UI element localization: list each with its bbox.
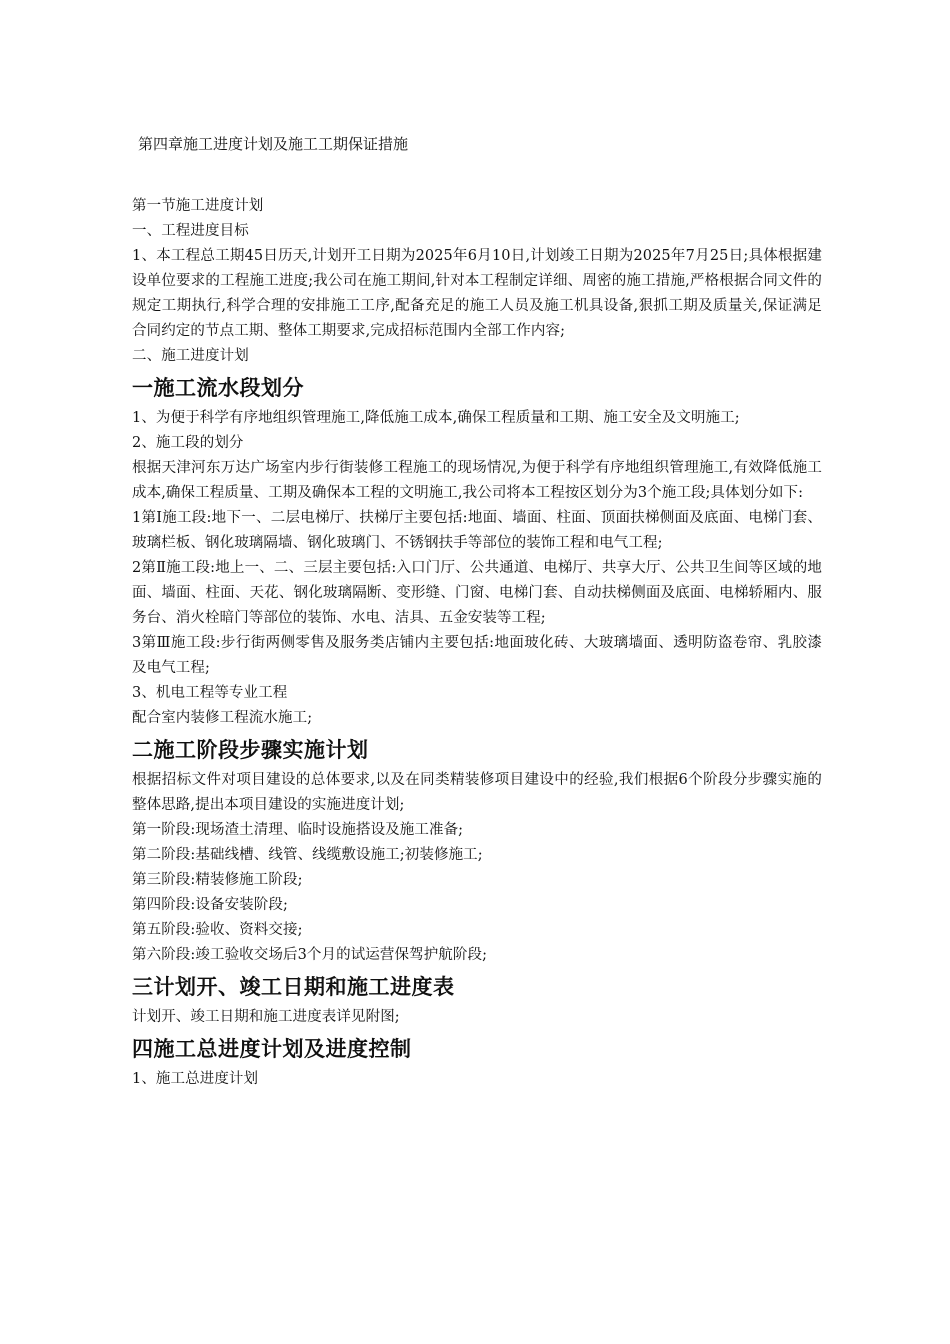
heading-part4: 四施工总进度计划及进度控制	[132, 1037, 412, 1061]
stage-3-paragraph: 3第Ⅲ施工段:步行街两侧零售及服务类店铺内主要包括:地面玻化砖、大玻璃墙面、透明防盗卷帘、乳胶漆及电气工程;	[132, 635, 822, 676]
phase-item: 第四阶段:设备安装阶段;	[132, 897, 288, 913]
document-body	[132, 194, 822, 1092]
paragraph: 1、为便于科学有序地组织管理施工,降低施工成本,确保工程质量和工期、施工安全及文明施工;	[132, 410, 740, 426]
paragraph: 2、施工段的划分	[132, 435, 244, 451]
stage-1-paragraph: 1第Ⅰ施工段:地下一、二层电梯厅、扶梯厅主要包括:地面、墙面、柱面、顶面扶梯侧面及底面、电梯门套、玻璃栏板、钢化玻璃隔墙、钢化玻璃门、不锈钢扶手等部位的装饰工程和电气工程;	[132, 510, 822, 551]
chapter-title: 第四章施工进度计划及施工工期保证措施	[138, 135, 409, 153]
phase-item: 第二阶段:基础线槽、线管、线缆敷设施工;初装修施工;	[132, 847, 483, 863]
heading-part1: 一施工流水段划分	[132, 376, 304, 400]
phase-item: 第三阶段:精装修施工阶段;	[132, 872, 303, 888]
stage-2-paragraph: 2第Ⅱ施工段:地上一、二、三层主要包括:入口门厅、公共通道、电梯厅、共享大厅、公共卫生间等区域的地面、墙面、柱面、天花、钢化玻璃隔断、变形缝、门窗、电梯门套、自动扶梯侧面及底面、电梯轿厢内、服务台、消火栓暗门等部位的装饰、水电、洁具、五金安装等工程;	[132, 560, 822, 626]
phase-item: 第六阶段:竣工验收交场后3个月的试运营保驾护航阶段;	[132, 947, 488, 963]
section-title: 第一节施工进度计划	[132, 198, 264, 214]
paragraph: 计划开、竣工日期和施工进度表详见附图;	[132, 1009, 400, 1025]
phase-item: 第五阶段:验收、资料交接;	[132, 922, 303, 938]
paragraph: 1、施工总进度计划	[132, 1071, 259, 1087]
paragraph: 3、机电工程等专业工程	[132, 685, 288, 701]
phase-item: 第一阶段:现场渣土清理、临时设施搭设及施工准备;	[132, 822, 464, 838]
subsection-title-2: 二、施工进度计划	[132, 348, 249, 364]
paragraph: 根据天津河东万达广场室内步行街装修工程施工的现场情况,为便于科学有序地组织管理施工,有效降低施工成本,确保工程质量、工期及确保本工程的文明施工,我公司将本工程按区划分为3个施工段;具体划分如下:	[132, 460, 822, 501]
paragraph: 根据招标文件对项目建设的总体要求,以及在同类精装修项目建设中的经验,我们根据6个阶段分步骤实施的整体思路,提出本项目建设的实施进度计划;	[132, 772, 822, 813]
goal-paragraph: 1、本工程总工期45日历天,计划开工日期为2025年6月10日,计划竣工日期为2025年7月25日;具体根据建设单位要求的工程施工进度;我公司在施工期间,针对本工程制定详细、周密的施工措施,严格根据合同文件的规定工期执行,科学合理的安排施工工序,配备充足的施工人员及施工机具设备,狠抓工期及质量关,保证满足合同约定的节点工期、整体工期要求,完成招标范围内全部工作内容;	[132, 248, 822, 339]
heading-part2: 二施工阶段步骤实施计划	[132, 738, 369, 762]
subsection-title-1: 一、工程进度目标	[132, 223, 249, 239]
heading-part3: 三计划开、竣工日期和施工进度表	[132, 975, 455, 999]
paragraph: 配合室内装修工程流水施工;	[132, 710, 313, 726]
